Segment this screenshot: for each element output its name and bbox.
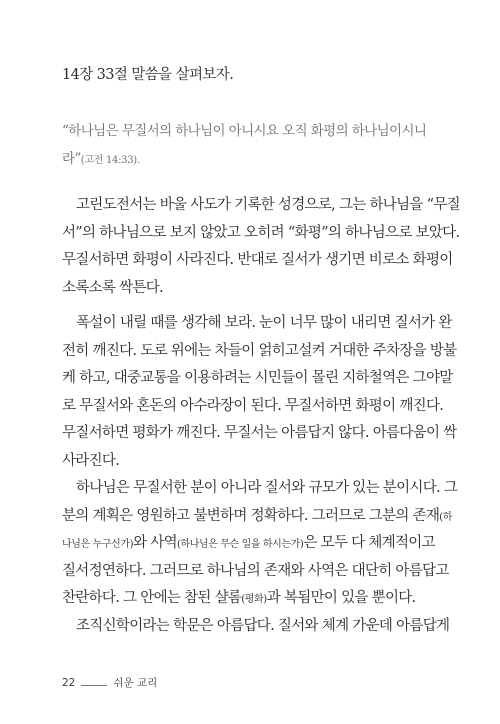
book-title: 쉬운 교리 [113, 677, 158, 689]
text-line [62, 503, 453, 531]
body-text [62, 192, 460, 640]
text-line: 전히 깨진다. 도로 위에는 차들이 얽히고설켜 거대한 주차장을 방불 [62, 342, 457, 359]
annotation: (하 [439, 511, 453, 523]
paragraph-4 [62, 613, 450, 641]
text-line: 소록소록 싹튼다. [62, 279, 163, 296]
text-line: 사라진다. [62, 452, 120, 469]
scripture-quote [62, 117, 447, 175]
text-line: 로 무질서와 혼돈의 아수라장이 된다. 무질서하면 화평이 깨진다. [62, 397, 444, 414]
page-footer [62, 675, 157, 690]
text-line: 케 하고, 대중교통을 이용하려는 시민들이 몰린 지하철역은 그야말 [62, 370, 453, 386]
text-line: 폭설이 내릴 때를 생각해 보라. 눈이 너무 많이 내리면 질서가 완 [76, 315, 452, 331]
quote-line-2 [62, 145, 447, 175]
quote-text-end: 라” [62, 151, 81, 167]
annotation: 나님은 누구신가) [62, 539, 134, 550]
paragraph-1 [62, 192, 460, 302]
annotation: (평화) [241, 594, 267, 605]
quote-reference: (고전 14:33). [80, 155, 140, 166]
paragraph-2 [62, 310, 457, 475]
text-line: 무질서하면 평화가 깨진다. 무질서는 아름답지 않다. 아름다움이 싹 [62, 425, 457, 441]
text-line: 질서정연하다. 그러므로 하나님의 존재와 사역은 대단히 아름답고 [62, 562, 449, 579]
text-line [62, 585, 442, 613]
quote-line-1: “하나님은 무질서의 하나님이 아니시요 오직 화평의 하나님이시니 [62, 123, 427, 139]
text-line: 조직신학이라는 학문은 아름답다. 질서와 체계 가운데 아름답게 [76, 617, 450, 634]
annotation: (하나님은 무슨 일을 하시는가) [176, 539, 304, 550]
text-line [62, 530, 442, 558]
text-line: 고린도전서는 바울 사도가 기록한 성경으로, 그는 하나님을 “무질 [76, 197, 460, 213]
page-number: 22 [62, 676, 76, 689]
text-segment: 분의 계획은 영원하고 불변하며 정확하다. 그러므로 그분의 존재 [62, 507, 440, 524]
text-line: 무질서하면 화평이 사라진다. 반대로 질서가 생기면 비로소 화평이 [62, 252, 453, 268]
text-line: 서”의 하나님으로 보지 않았고 오히려 “화평”의 하나님으로 보았다. [62, 224, 460, 241]
paragraph-3 [62, 475, 458, 613]
text-segment: 은 모두 다 체계적이고 [303, 535, 435, 551]
intro-line: 14장 33절 말씀을 살펴보자. [62, 67, 234, 83]
text-segment: 와 사역 [133, 535, 177, 551]
text-segment: 찬란하다. 그 안에는 참된 샬롬 [62, 590, 242, 606]
text-line: 하나님은 무질서한 분이 아니라 질서와 규모가 있는 분이시다. 그 [76, 480, 458, 496]
text-segment: 과 복됨만이 있을 뿐이다. [266, 590, 416, 606]
footer-divider [81, 685, 107, 686]
